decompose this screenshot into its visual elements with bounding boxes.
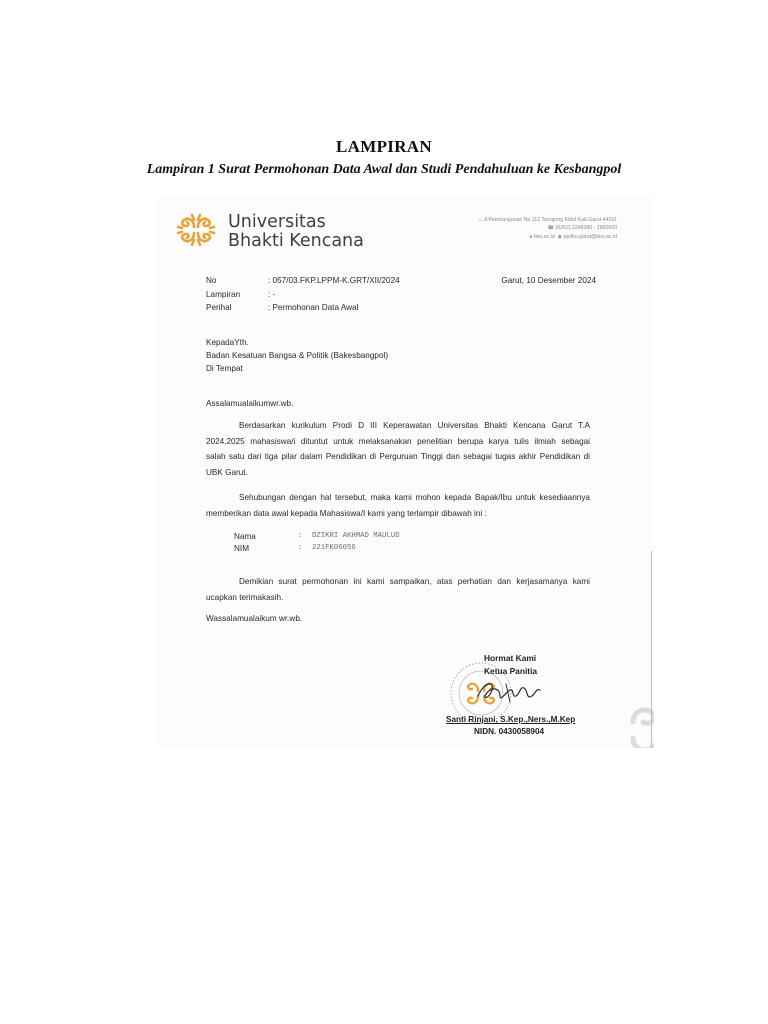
meta-label: Lampiran	[206, 290, 241, 299]
recipient-line: Di Tempat	[206, 364, 243, 373]
attachment-caption: Lampiran 1 Surat Permohonan Data Awal dan Studi Pendahuluan ke Kesbangpol	[146, 162, 622, 177]
identity-colon: :	[298, 532, 303, 540]
watermark-logo-icon	[613, 694, 654, 748]
meta-value: : Permohonan Data Awal	[268, 303, 359, 312]
letter-image	[158, 196, 654, 748]
meta-label: Perihal	[206, 303, 232, 312]
paragraph-line: Sehubungan dengan hal tersebut, maka kami mohon kepada Bapak/Ibu untuk kesediaannya	[239, 493, 590, 502]
university-name	[228, 213, 364, 251]
contact-web: ● bku.ac.id ◉ ppdku.garut@bku.ac.id	[529, 233, 617, 240]
university-name-line1: Universitas	[228, 212, 326, 232]
paragraph-line: UBK Garut.	[206, 467, 248, 477]
university-name-line2: Bhakti Kencana	[228, 231, 364, 251]
identity-label: Nama	[234, 532, 256, 541]
paragraph-request	[206, 490, 590, 521]
scan-edge-rule	[651, 551, 652, 748]
recipient-line: Badan Kesatuan Bangsa & Politik (Bakesbangpol)	[206, 351, 389, 360]
paragraph-line: memberikan data awal kepada Mahasiswa/I kami yang terlampir dibawah ini :	[206, 508, 487, 518]
valediction: Wassalamualaikum wr.wb.	[206, 614, 303, 623]
contact-block	[479, 216, 617, 241]
paragraph-line: Berdasarkan kurikulum Prodi D III Keperawatan Universitas Bhakti Kencana Garut T.A	[239, 421, 590, 430]
meta-value: : -	[268, 290, 276, 299]
paragraph-line: ucapkan terimakasih.	[206, 592, 284, 602]
contact-address: ⌂ Jl.Pembangunan No.112 Tarogong Kidul Kab.Garut 44151	[478, 217, 617, 223]
signature-scribble-icon	[470, 672, 552, 712]
paragraph-line: salah satu dari tiga pilar dalam Pendidikan di Perguruan Tinggi dan sebagai tugas akhir Pendidikan di	[206, 452, 590, 461]
meta-label: No	[206, 276, 217, 285]
identity-value: 221FK06056	[312, 544, 356, 552]
identity-value: DZIKRI AKHMAD MAULUD	[312, 532, 400, 540]
recipient-line: KepadaYth.	[206, 338, 249, 347]
identity-label: NIM	[234, 544, 250, 553]
greeting: Assalamualaikumwr.wb.	[206, 399, 294, 408]
signer-nidn: NIDN. 0430058904	[474, 727, 545, 736]
paragraph-body	[206, 418, 590, 480]
paragraph-line: 2024.2025 mahasiswa/i dituntut untuk melaksanakan penelitian berupa karya tulis ilmiah sebagai	[206, 436, 590, 446]
signer-name: Santi Rinjani, S.Kep.,Ners.,M.Kep	[446, 715, 576, 724]
paragraph-line: Demikian surat permohonan ini kami sampaikan, atas perhatian dan kerjasamanya kami	[239, 577, 590, 586]
letter-date: Garut, 10 Desember 2024	[501, 276, 596, 285]
signoff-line2: Ketua Panitia	[484, 665, 538, 676]
page-title: LAMPIRAN	[336, 137, 432, 156]
meta-value: : 057/03.FKP.LPPM-K.GRT/XII/2024	[268, 276, 400, 285]
identity-colon: :	[298, 544, 303, 552]
signoff-line1: Hormat Kami	[484, 653, 537, 663]
flower-logo-icon	[172, 206, 220, 254]
contact-phone: ☎ (0262) 2248380 - 2800993	[547, 225, 617, 232]
paragraph-closing	[206, 574, 590, 605]
